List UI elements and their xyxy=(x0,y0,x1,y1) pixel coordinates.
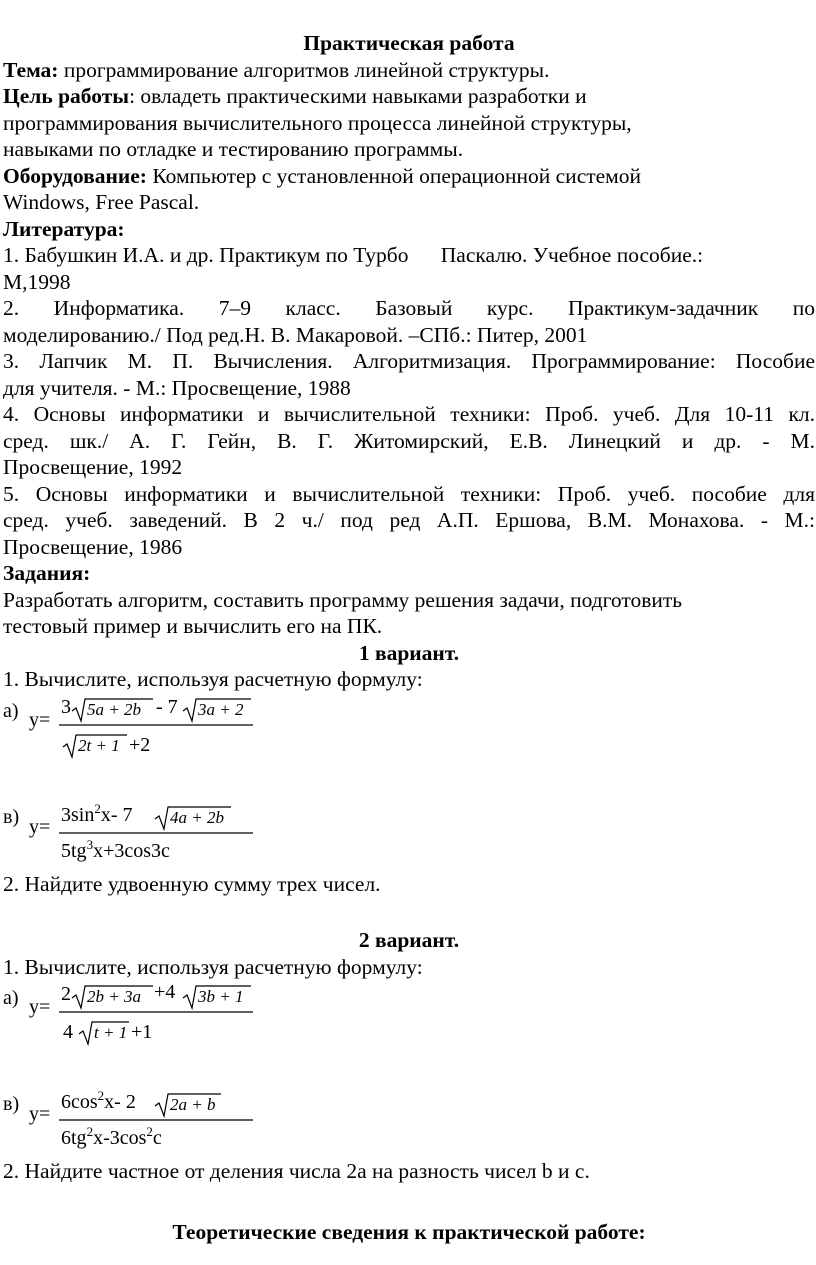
formula-label: в) xyxy=(3,1093,20,1115)
svg-text:+2: +2 xyxy=(129,733,151,756)
variant-2-task-2: 2. Найдите частное от деления числа 2а на разность чисел b и с. xyxy=(3,1159,590,1183)
formula-y: y= xyxy=(29,1103,51,1125)
svg-text:3b + 1: 3b + 1 xyxy=(198,987,244,1006)
variant-2-formula-b xyxy=(3,1090,815,1158)
equipment-line-2: Windows, Free Pascal. xyxy=(3,190,200,214)
goal-line-2: программирования вычислительного процесса линейной структуры, xyxy=(3,110,632,135)
svg-text:- 7: - 7 xyxy=(156,695,178,718)
goal-label: Цель работы xyxy=(3,84,130,108)
literature-item: сред. шк./ А. Г. Гейн, В. Г. Житомирский, Е.В. Линецкий и др. - М. xyxy=(3,428,815,453)
topic-text: программирование алгоритмов линейной структуры. xyxy=(58,57,550,82)
literature-item: 1. Бабушкин И.А. и др. Практикум по Турбо Паскалю. Учебное пособие.: xyxy=(3,243,704,267)
formula-y: y= xyxy=(29,996,51,1018)
literature-label: Литература: xyxy=(3,216,125,241)
svg-text:2: 2 xyxy=(61,983,71,1005)
literature-item: моделированию./ Под ред.Н. В. Макаровой. –СПб.: Питер, 2001 xyxy=(3,322,588,347)
variant-1-formula-b xyxy=(3,803,815,871)
svg-text:6tg2x-3cos2c: $6tg^2x-3\cos^2c$ xyxy=(61,1124,162,1149)
svg-text:+1: +1 xyxy=(131,1021,153,1043)
formula-y: y= xyxy=(29,815,51,838)
svg-text:5a + 2b: 5a + 2b xyxy=(87,699,141,719)
svg-text:4a + 2b: 4a + 2b xyxy=(170,807,224,827)
svg-text:6cos2x- 2: $6\cos^2x-$ 2 xyxy=(61,1090,136,1113)
variant-2-heading: 2 вариант. xyxy=(358,928,460,952)
svg-text:2t + 1: 2t + 1 xyxy=(78,735,120,755)
topic-line xyxy=(3,57,815,84)
page-title: Практическая работа xyxy=(303,31,515,55)
literature-item: 3. Лапчик М. П. Вычисления. Алгоритмизация. Программирование: Пособие xyxy=(3,349,815,373)
svg-text:2a + b: 2a + b xyxy=(170,1095,216,1114)
variant-2-formula-a xyxy=(3,982,815,1062)
svg-text:3: 3 xyxy=(61,695,71,718)
literature-item: 4. Основы информатики и вычислительной техники: Проб. учеб. Для 10-11 кл. xyxy=(3,402,815,426)
svg-text:2b + 3a: 2b + 3a xyxy=(87,987,141,1006)
literature-item: Просвещение, 1992 xyxy=(3,455,183,479)
svg-text:t + 1: t + 1 xyxy=(94,1023,128,1042)
tasks-line-2: тестовый пример и вычислить его на ПК. xyxy=(3,614,383,638)
formula-label: а) xyxy=(3,987,19,1009)
formula-a-svg xyxy=(3,695,303,775)
tasks-line-1: Разработать алгоритм, составить программу решения задачи, подготовить xyxy=(3,587,683,612)
formula-y: y= xyxy=(29,708,51,731)
equipment-line-1: Оборудование: Компьютер с установленной операционной системой xyxy=(3,163,642,188)
literature-item: для учителя. - М.: Просвещение, 1988 xyxy=(3,375,351,400)
literature-item: 2. Информатика. 7–9 класс. Базовый курс. Практикум-задачник по xyxy=(3,296,815,320)
svg-text:5tg3x+3cos3c: $5tg^3x+3\cos 3c$ xyxy=(61,836,170,862)
variant-1-heading: 1 вариант. xyxy=(358,640,460,665)
formula-label: а) xyxy=(3,699,19,722)
svg-text:4: 4 xyxy=(63,1021,73,1043)
formula-a-svg xyxy=(3,982,303,1062)
formula-b-svg xyxy=(3,803,303,871)
document-page xyxy=(3,30,815,1245)
literature-item: Просвещение, 1986 xyxy=(3,534,183,559)
theory-heading: Теоретические сведения к практической работе: xyxy=(172,1219,646,1244)
svg-text:3a + 2: 3a + 2 xyxy=(198,699,244,719)
svg-text:+4: +4 xyxy=(154,982,176,1003)
equipment-label: Оборудование: xyxy=(3,163,147,188)
formula-label: в) xyxy=(3,805,20,828)
formula-b-svg xyxy=(3,1090,303,1158)
svg-text:3sin2x- 7: $3\sin^2x-$ 7 xyxy=(61,802,133,826)
variant-2-task-1: 1. Вычислите, используя расчетную формулу: xyxy=(3,954,423,979)
tasks-label: Задания: xyxy=(3,561,91,585)
literature-item: М,1998 xyxy=(3,269,71,294)
goal-line-3: навыками по отладке и тестированию программы. xyxy=(3,137,464,161)
goal-line-1: Цель работы: овладеть практическими навыками разработки и xyxy=(3,84,587,108)
topic-label: Тема: xyxy=(3,57,59,82)
literature-item: сред. учеб. заведений. В 2 ч./ под ред А.П. Ершова, В.М. Монахова. - М.: xyxy=(3,508,815,532)
variant-1-formula-a xyxy=(3,695,815,775)
variant-1-task-2: 2. Найдите удвоенную сумму трех чисел. xyxy=(3,871,381,896)
variant-1-task-1: 1. Вычислите, используя расчетную формулу: xyxy=(3,667,423,691)
literature-item: 5. Основы информатики и вычислительной техники: Проб. учеб. пособие для xyxy=(3,481,815,506)
